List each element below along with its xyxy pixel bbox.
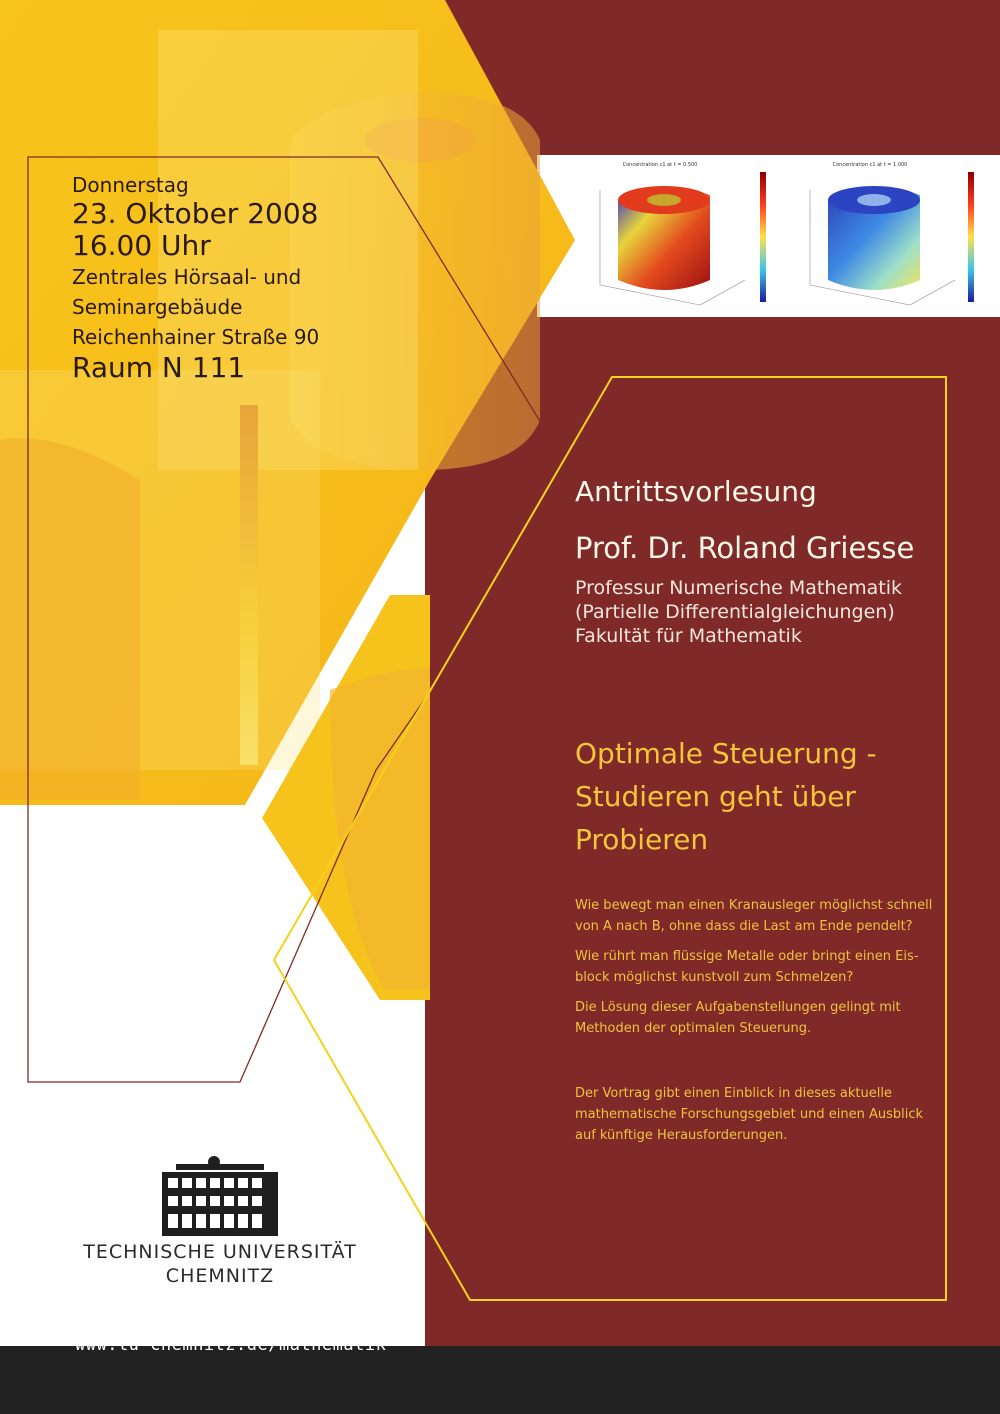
chair-line2: (Partielle Differentialgleichungen) [575,601,895,623]
abstract-line: Methoden der optimalen Steuerung. [575,1021,812,1036]
plot-right-title: Concentration c1 at t = 1.000 [832,162,908,168]
abstract-paragraph [575,997,945,1039]
abstract-line: auf künftige Herausforderungen. [575,1128,788,1143]
title-line2: Studieren geht über [575,780,856,813]
university-name-line2: CHEMNITZ [165,1265,275,1287]
footer-url[interactable]: www.tu-chemnitz.de/mathematik [75,1335,387,1355]
abstract-line: Der Vortrag gibt einen Einblick in dieses aktuelle [575,1086,892,1101]
place-line3: Reichenhainer Straße 90 [72,325,320,349]
event-info [72,172,319,384]
abstract-line: Wie bewegt man einen Kranausleger möglichst schnell [575,898,933,913]
room: Raum N 111 [72,351,246,384]
footer-bar [0,1346,1000,1414]
date: 23. Oktober 2008 [72,197,319,230]
abstract-line: Wie rührt man flüssige Metalle oder bringt einen Eis- [575,949,919,964]
lecture-title [575,732,965,861]
place-line1: Zentrales Hörsaal- und [72,265,302,289]
place-line2: Seminargebäude [72,295,243,319]
abstract-paragraph [575,946,945,988]
abstract-line: block möglichst kunstvoll zum Schmelzen? [575,970,854,985]
plot-left-title: Concentration c1 at t = 0.500 [622,162,698,168]
abstract-paragraph [575,1083,945,1146]
university-name-line1: TECHNISCHE UNIVERSITÄT [83,1241,357,1263]
abstract [575,895,945,1155]
abstract-line: mathematische Forschungsgebiet und einen Ausblick [575,1107,924,1122]
title-line3: Probieren [575,823,709,856]
university-name [70,1240,370,1288]
lecture-type: Antrittsvorlesung [575,475,817,508]
chair-line3: Fakultät für Mathematik [575,625,802,647]
speaker-name: Prof. Dr. Roland Griesse [575,531,915,565]
chair-line1: Professur Numerische Mathematik [575,577,902,599]
chair-info [575,576,965,648]
time: 16.00 Uhr [72,229,211,262]
abstract-paragraph [575,895,945,937]
weekday: Donnerstag [72,173,189,197]
abstract-line: Die Lösung dieser Aufgabenstellungen gelingt mit [575,1000,901,1015]
abstract-line: von A nach B, ohne dass die Last am Ende pendelt? [575,919,913,934]
title-line1: Optimale Steuerung - [575,737,877,770]
